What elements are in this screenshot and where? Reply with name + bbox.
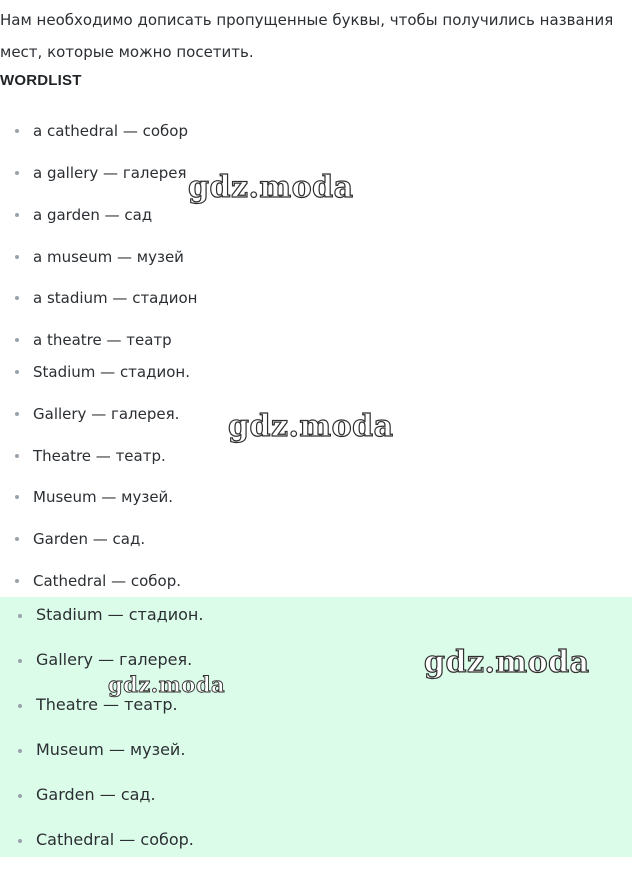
answer-item-text: Gallery — галерея.	[33, 405, 180, 423]
task-description: Нам необходимо дописать пропущенные буквы, чтобы получились названия мест, которые можно посетить.	[0, 11, 614, 61]
bullet	[15, 495, 19, 499]
bullet	[18, 704, 22, 708]
bullet	[18, 614, 22, 618]
answer-item-text: Museum — музей.	[33, 488, 174, 506]
wordlist-item-text: a museum — музей	[33, 248, 184, 266]
highlighted-answer-text: Gallery — галерея.	[36, 650, 193, 669]
bullet	[15, 370, 19, 374]
wordlist-item-text: a cathedral — собор	[33, 122, 188, 140]
bullet	[15, 296, 19, 300]
bullet	[15, 213, 19, 217]
watermark-logo: gdz.moda	[424, 645, 590, 680]
bullet	[18, 659, 22, 663]
wordlist-item-text: a gallery — галерея	[33, 164, 187, 182]
highlighted-answer-text: Stadium — стадион.	[36, 605, 204, 624]
highlighted-answer-text: Theatre — театр.	[36, 695, 178, 714]
bullet	[15, 129, 19, 133]
wordlist-item-text: a stadium — стадион	[33, 289, 198, 307]
wordlist-item-text: a theatre — театр	[33, 331, 172, 349]
watermark-logo: gdz.moda	[228, 409, 394, 444]
bullet	[15, 412, 19, 416]
answer-item-text: Stadium — стадион.	[33, 363, 190, 381]
answer-item-text: Theatre — театр.	[33, 447, 166, 465]
watermark-logo: gdz.moda	[108, 672, 226, 697]
wordlist-heading: WORDLIST	[0, 72, 82, 89]
bullet	[15, 454, 19, 458]
bullet	[18, 839, 22, 843]
watermark-logo: gdz.moda	[188, 170, 354, 205]
bullet	[18, 794, 22, 798]
answer-item-text: Cathedral — собор.	[33, 572, 182, 590]
bullet	[15, 255, 19, 259]
highlighted-answer-text: Cathedral — собор.	[36, 830, 194, 849]
highlighted-answer-text: Museum — музей.	[36, 740, 186, 759]
highlighted-answer-box	[0, 597, 632, 857]
bullet	[15, 171, 19, 175]
bullet	[18, 749, 22, 753]
bullet	[15, 537, 19, 541]
highlighted-answer-text: Garden — сад.	[36, 785, 156, 804]
bullet	[15, 579, 19, 583]
wordlist-item-text: a garden — сад	[33, 206, 153, 224]
answer-item-text: Garden — сад.	[33, 530, 146, 548]
bullet	[15, 338, 19, 342]
